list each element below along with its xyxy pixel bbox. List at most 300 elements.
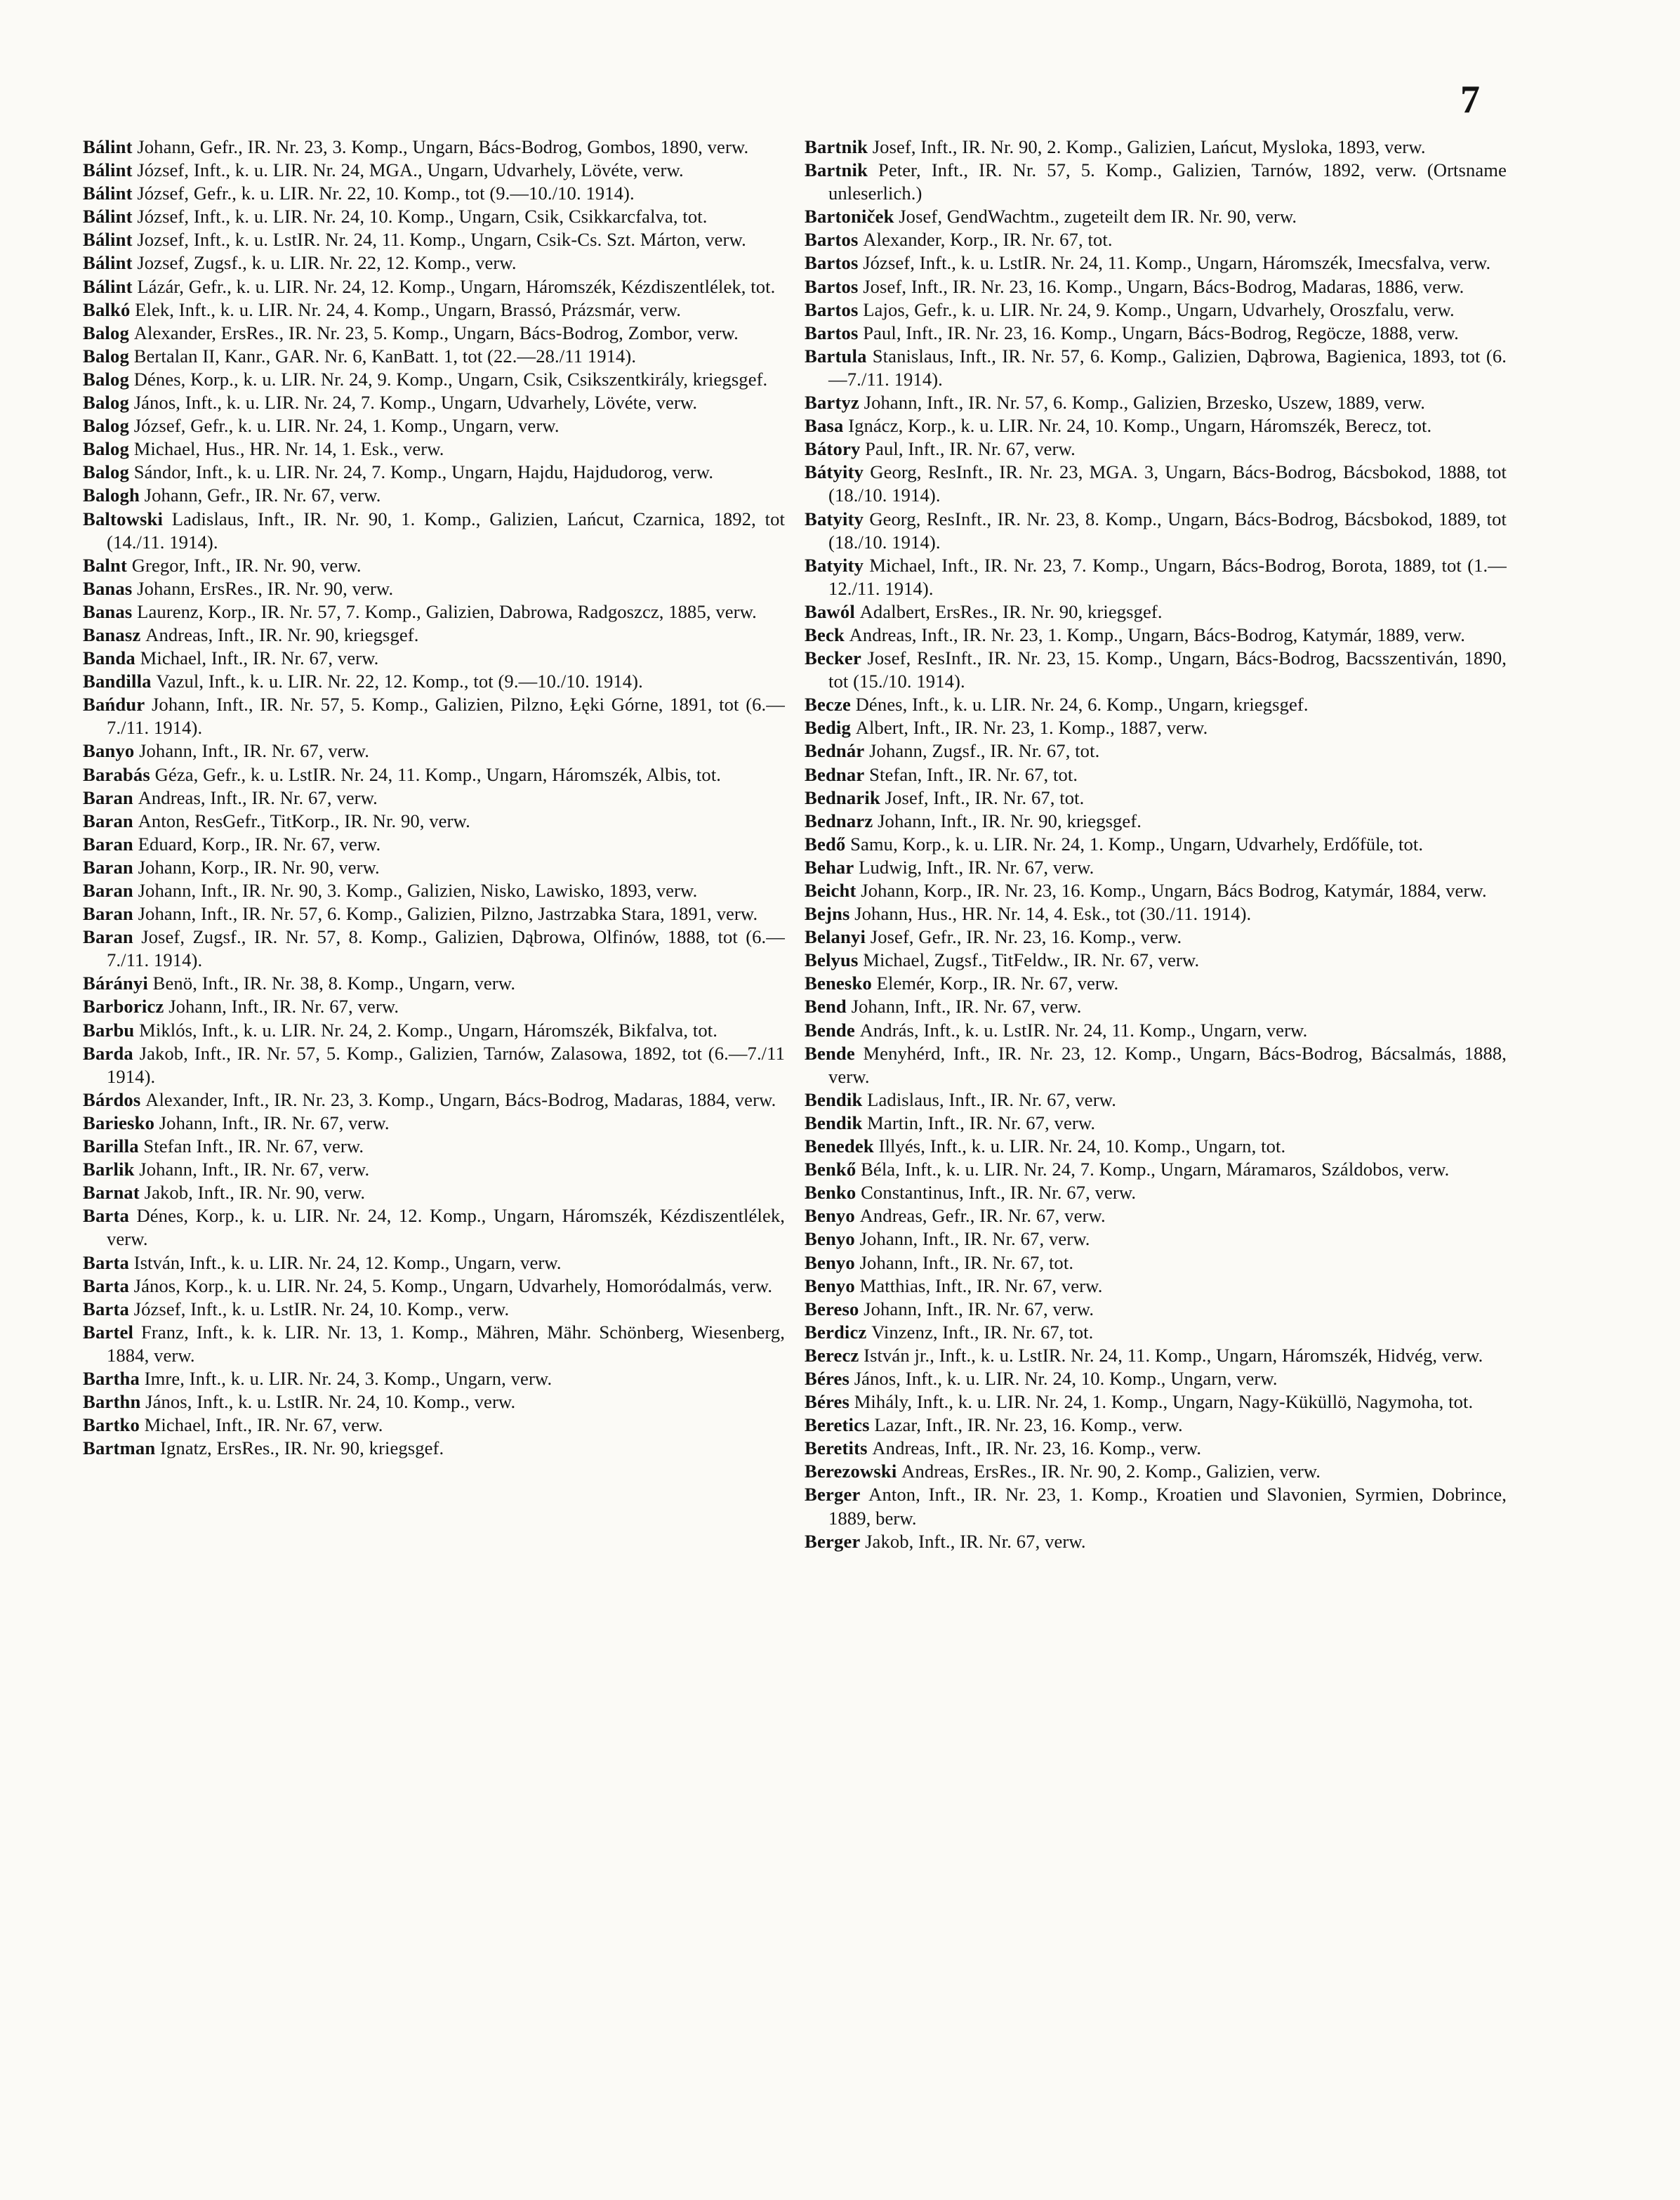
entry-details: Albert, Inft., IR. Nr. 23, 1. Komp., 1887, verw. <box>855 717 1208 739</box>
entry-details: József, Inft., k. u. LIR. Nr. 24, MGA., Ungarn, Udvarhely, Lövéte, verw. <box>137 159 684 181</box>
left-column <box>83 136 785 1460</box>
register-entry <box>83 1181 785 1204</box>
register-entry <box>83 972 785 995</box>
entry-details: Josef, GendWachtm., zugeteilt dem IR. Nr. 90, verw. <box>899 206 1297 228</box>
entry-details: Gregor, Inft., IR. Nr. 90, verw. <box>131 554 362 576</box>
entry-details: Anton, ResGefr., TitKorp., IR. Nr. 90, verw. <box>138 810 470 831</box>
entry-details: Andreas, ErsRes., IR. Nr. 90, 2. Komp., Galizien, verw. <box>901 1461 1321 1482</box>
register-entry <box>805 508 1507 554</box>
entry-details: Johann, Korp., IR. Nr. 23, 16. Komp., Ungarn, Bács Bodrog, Katymár, 1884, verw. <box>861 880 1487 901</box>
register-entry <box>805 624 1507 647</box>
entry-surname: Barthn <box>83 1391 141 1413</box>
register-entry <box>805 739 1507 763</box>
entry-surname: Balnt <box>83 554 128 576</box>
entry-details: Lazar, Inft., IR. Nr. 23, 16. Komp., verw. <box>874 1414 1183 1436</box>
entry-surname: Balogh <box>83 485 140 506</box>
entry-details: Johann, Inft., IR. Nr. 67, tot. <box>859 1251 1074 1273</box>
register-entry <box>83 1251 785 1274</box>
entry-surname: Benyo <box>805 1274 855 1296</box>
register-entry <box>805 205 1507 228</box>
register-entry <box>805 554 1507 600</box>
entry-details: Jozsef, Inft., k. u. LstIR. Nr. 24, 11. Komp., Ungarn, Csik-Cs. Szt. Márton, verw. <box>137 229 746 251</box>
entry-surname: Bandilla <box>83 671 152 692</box>
register-entry <box>805 1227 1507 1251</box>
register-entry <box>805 1367 1507 1390</box>
entry-surname: Benyo <box>805 1205 855 1227</box>
entry-details: Michael, Inft., IR. Nr. 67, verw. <box>140 647 379 669</box>
entry-details: Johann, Inft., IR. Nr. 90, kriegsgef. <box>878 810 1142 831</box>
entry-details: Johann, Inft., IR. Nr. 67, verw. <box>859 1228 1090 1250</box>
register-entry <box>83 856 785 879</box>
entry-details: Josef, ResInft., IR. Nr. 23, 15. Komp., Ungarn, Bács-Bodrog, Bacsszentiván, 1890, tot (15./10. 1914). <box>828 647 1507 692</box>
register-entry <box>83 1414 785 1437</box>
register-entry <box>83 647 785 670</box>
entry-details: Elemér, Korp., IR. Nr. 67, verw. <box>876 973 1119 994</box>
entry-surname: Bartoniček <box>805 206 894 228</box>
entry-surname: Baran <box>83 856 133 878</box>
entry-details: József, Inft., k. u. LstIR. Nr. 24, 11. Komp., Ungarn, Háromszék, Imecsfalva, verw. <box>863 252 1491 274</box>
register-entry <box>805 1390 1507 1414</box>
entry-surname: Bednár <box>805 740 865 762</box>
entry-details: Andreas, Gefr., IR. Nr. 67, verw. <box>859 1205 1106 1227</box>
entry-surname: Benkő <box>805 1159 856 1180</box>
entry-surname: Bárdos <box>83 1088 141 1110</box>
entry-surname: Bartel <box>83 1321 134 1343</box>
register-entry <box>83 461 785 484</box>
register-entry <box>83 1367 785 1390</box>
entry-details: Alexander, ErsRes., IR. Nr. 23, 5. Komp., Ungarn, Bács-Bodrog, Zombor, verw. <box>133 322 739 343</box>
register-entry <box>805 1088 1507 1112</box>
entry-surname: Bartula <box>805 345 867 367</box>
entry-details: János, Inft., k. u. LstIR. Nr. 24, 10. Komp., verw. <box>145 1391 516 1413</box>
entry-surname: Bartko <box>83 1414 140 1436</box>
entry-surname: Bátory <box>805 438 861 460</box>
entry-details: Johann, Inft., IR. Nr. 67, verw. <box>851 996 1082 1017</box>
register-entry <box>83 995 785 1018</box>
register-entry <box>83 345 785 368</box>
entry-surname: Behar <box>805 856 854 878</box>
entry-surname: Bawól <box>805 600 855 622</box>
entry-details: Andreas, Inft., IR. Nr. 90, kriegsgef. <box>145 624 419 645</box>
entry-details: Andreas, Inft., IR. Nr. 23, 1. Komp., Ungarn, Bács-Bodrog, Katymár, 1889, verw. <box>849 624 1465 645</box>
entry-surname: Bańdur <box>83 694 145 716</box>
entry-details: Johann, Gefr., IR. Nr. 23, 3. Komp., Ungarn, Bács-Bodrog, Gombos, 1890, verw. <box>137 136 749 157</box>
register-entry <box>805 810 1507 833</box>
entry-surname: Bartos <box>805 229 859 251</box>
register-entry <box>805 228 1507 251</box>
register-entry <box>83 368 785 391</box>
entry-surname: Barboricz <box>83 996 164 1017</box>
entry-details: Anton, Inft., IR. Nr. 23, 1. Komp., Kroatien und Slavonien, Syrmien, Dobrince, 1889, berw. <box>828 1484 1507 1529</box>
entry-details: Johann, ErsRes., IR. Nr. 90, verw. <box>137 577 394 599</box>
register-entry <box>805 1530 1507 1553</box>
entry-details: Jakob, Inft., IR. Nr. 90, verw. <box>144 1182 366 1204</box>
entry-surname: Baran <box>83 926 133 948</box>
register-entry <box>83 298 785 322</box>
register-entry <box>83 1112 785 1135</box>
entry-surname: Banas <box>83 600 133 622</box>
register-entry <box>83 786 785 810</box>
register-entry <box>83 391 785 414</box>
entry-surname: Batyity <box>805 554 864 576</box>
entry-surname: Barta <box>83 1274 129 1296</box>
register-entry <box>805 251 1507 275</box>
entry-details: Laurenz, Korp., IR. Nr. 57, 7. Komp., Galizien, Dabrowa, Radgoszcz, 1885, verw. <box>137 600 757 622</box>
register-entry <box>805 437 1507 461</box>
register-entry <box>805 600 1507 624</box>
register-entry <box>83 205 785 228</box>
register-entry <box>83 577 785 600</box>
entry-details: Stefan Inft., IR. Nr. 67, verw. <box>143 1135 364 1157</box>
entry-surname: Berger <box>805 1484 861 1506</box>
entry-details: Georg, ResInft., IR. Nr. 23, 8. Komp., Ungarn, Bács-Bodrog, Bácsbokod, 1889, tot (18./10. 1914). <box>828 508 1507 553</box>
register-entry <box>805 159 1507 205</box>
register-entry <box>805 1483 1507 1529</box>
entry-details: Eduard, Korp., IR. Nr. 67, verw. <box>138 833 381 855</box>
entry-details: András, Inft., k. u. LstIR. Nr. 24, 11. Komp., Ungarn, verw. <box>859 1019 1308 1041</box>
register-entry <box>83 251 785 275</box>
register-entry <box>83 322 785 345</box>
register-entry <box>805 1204 1507 1227</box>
entry-surname: Bartyz <box>805 392 859 414</box>
entry-surname: Bálint <box>83 275 133 297</box>
entry-details: Martin, Inft., IR. Nr. 67, verw. <box>867 1112 1096 1133</box>
register-entry <box>83 1298 785 1321</box>
entry-surname: Bende <box>805 1019 855 1041</box>
register-entry <box>805 1112 1507 1135</box>
entry-surname: Balog <box>83 322 130 343</box>
register-entry <box>805 1181 1507 1204</box>
register-entry <box>83 484 785 507</box>
entry-details: Jozsef, Zugsf., k. u. LIR. Nr. 22, 12. Komp., verw. <box>137 252 517 274</box>
entry-surname: Bende <box>805 1042 855 1064</box>
register-entry <box>83 879 785 902</box>
entry-surname: Bálint <box>83 183 133 204</box>
entry-surname: Banas <box>83 577 133 599</box>
entry-details: Georg, ResInft., IR. Nr. 23, MGA. 3, Ungarn, Bács-Bodrog, Bácsbokod, 1888, tot (18./10. 1914). <box>828 461 1507 506</box>
register-entry <box>805 856 1507 879</box>
entry-details: József, Inft., k. u. LIR. Nr. 24, 10. Komp., Ungarn, Csik, Csikkarcfalva, tot. <box>137 206 708 228</box>
register-entry <box>83 136 785 159</box>
entry-surname: Bartman <box>83 1437 156 1459</box>
entry-details: Peter, Inft., IR. Nr. 57, 5. Komp., Galizien, Tarnów, 1892, verw. (Ortsname unleserlich.) <box>828 159 1507 204</box>
entry-details: Adalbert, ErsRes., IR. Nr. 90, kriegsgef. <box>859 600 1163 622</box>
entry-surname: Baran <box>83 833 133 855</box>
register-entry <box>83 600 785 624</box>
register-entry <box>805 275 1507 298</box>
entry-details: Paul, Inft., IR. Nr. 23, 16. Komp., Ungarn, Bács-Bodrog, Regöcze, 1888, verw. <box>863 322 1459 343</box>
entry-surname: Bálint <box>83 206 133 228</box>
entry-surname: Beck <box>805 624 845 645</box>
entry-surname: Baran <box>83 810 133 831</box>
register-entry <box>83 1088 785 1112</box>
entry-surname: Bátyity <box>805 461 864 483</box>
entry-surname: Balog <box>83 415 130 437</box>
register-entry <box>805 1321 1507 1344</box>
entry-surname: Barilla <box>83 1135 139 1157</box>
entry-surname: Bedő <box>805 833 846 855</box>
register-entry <box>83 414 785 437</box>
register-entry <box>83 926 785 972</box>
register-entry <box>805 879 1507 902</box>
register-entry <box>805 461 1507 507</box>
entry-surname: Bartha <box>83 1367 140 1389</box>
register-entry <box>805 1298 1507 1321</box>
entry-surname: Bartos <box>805 322 859 343</box>
entry-details: Josef, Inft., IR. Nr. 90, 2. Komp., Galizien, Lańcut, Mysloka, 1893, verw. <box>872 136 1426 157</box>
register-entry <box>83 902 785 926</box>
entry-surname: Bejns <box>805 903 850 925</box>
entry-surname: Barlik <box>83 1159 135 1180</box>
entry-details: Ludwig, Inft., IR. Nr. 67, verw. <box>859 856 1094 878</box>
entry-surname: Berecz <box>805 1344 859 1366</box>
register-entry <box>83 763 785 786</box>
entry-details: Michael, Hus., HR. Nr. 14, 1. Esk., verw. <box>133 438 444 460</box>
register-entry <box>805 1460 1507 1483</box>
entry-surname: Benesko <box>805 973 872 994</box>
entry-surname: Beicht <box>805 880 856 901</box>
entry-details: Johann, Inft., IR. Nr. 67, verw. <box>864 1298 1094 1319</box>
entry-surname: Baltowski <box>83 508 164 529</box>
entry-surname: Barta <box>83 1298 129 1319</box>
register-entry <box>83 810 785 833</box>
register-entry <box>83 1158 785 1181</box>
entry-details: Paul, Inft., IR. Nr. 67, verw. <box>865 438 1076 460</box>
register-entry <box>805 833 1507 856</box>
entry-details: Michael, Inft., IR. Nr. 67, verw. <box>144 1414 383 1436</box>
register-entry <box>805 926 1507 949</box>
entry-surname: Bedig <box>805 717 852 739</box>
entry-surname: Barbu <box>83 1019 135 1041</box>
entry-details: Josef, Inft., IR. Nr. 67, tot. <box>885 786 1085 808</box>
entry-details: Elek, Inft., k. u. LIR. Nr. 24, 4. Komp., Ungarn, Brassó, Prázsmár, verw. <box>135 298 681 320</box>
register-entry <box>805 1135 1507 1158</box>
entry-details: József, Inft., k. u. LstIR. Nr. 24, 10. Komp., verw. <box>133 1298 510 1319</box>
entry-details: Andreas, Inft., IR. Nr. 23, 16. Komp., verw. <box>872 1437 1202 1459</box>
register-entry <box>805 972 1507 995</box>
register-entry <box>805 1158 1507 1181</box>
entry-details: István, Inft., k. u. LIR. Nr. 24, 12. Komp., Ungarn, verw. <box>133 1251 562 1273</box>
register-entry <box>805 1251 1507 1274</box>
entry-surname: Barta <box>83 1205 129 1227</box>
register-entry <box>805 902 1507 926</box>
entry-surname: Béres <box>805 1391 850 1413</box>
register-entry <box>83 833 785 856</box>
entry-surname: Bednar <box>805 763 865 785</box>
register-entry <box>83 182 785 205</box>
entry-details: Mihály, Inft., k. u. LIR. Nr. 24, 1. Komp., Ungarn, Nagy-Küküllö, Nagymoha, tot. <box>854 1391 1474 1413</box>
register-entry <box>83 554 785 577</box>
entry-details: Michael, Zugsf., TitFeldw., IR. Nr. 67, verw. <box>863 949 1200 971</box>
entry-details: Johann, Gefr., IR. Nr. 67, verw. <box>144 485 381 506</box>
entry-details: Dénes, Inft., k. u. LIR. Nr. 24, 6. Komp., Ungarn, kriegsgef. <box>855 694 1309 716</box>
register-entry <box>805 647 1507 693</box>
entry-surname: Baran <box>83 786 133 808</box>
register-entry <box>83 670 785 693</box>
entry-details: Miklós, Inft., k. u. LIR. Nr. 24, 2. Komp., Ungarn, Háromszék, Bikfalva, tot. <box>139 1019 717 1041</box>
entry-details: Johann, Korp., IR. Nr. 90, verw. <box>138 856 380 878</box>
register-entry <box>805 136 1507 159</box>
entry-surname: Benko <box>805 1182 856 1204</box>
entry-surname: Beretics <box>805 1414 870 1436</box>
entry-details: Johann, Inft., IR. Nr. 67, verw. <box>159 1112 390 1133</box>
entry-details: Andreas, Inft., IR. Nr. 67, verw. <box>138 786 378 808</box>
register-entry <box>805 298 1507 322</box>
entry-details: Johann, Inft., IR. Nr. 67, verw. <box>139 1159 370 1180</box>
entry-details: Imre, Inft., k. u. LIR. Nr. 24, 3. Komp., Ungarn, verw. <box>144 1367 553 1389</box>
entry-surname: Belyus <box>805 949 859 971</box>
register-entry <box>805 1437 1507 1460</box>
entry-details: Benö, Inft., IR. Nr. 38, 8. Komp., Ungarn, verw. <box>152 973 516 994</box>
entry-details: Ignácz, Korp., k. u. LIR. Nr. 24, 10. Komp., Ungarn, Háromszék, Berecz, tot. <box>848 415 1432 437</box>
entry-surname: Berdicz <box>805 1321 867 1343</box>
entry-details: Johann, Zugsf., IR. Nr. 67, tot. <box>869 740 1100 762</box>
entry-details: Ladislaus, Inft., IR. Nr. 90, 1. Komp., Galizien, Lańcut, Czarnica, 1892, tot (14./11. 1914). <box>107 508 785 553</box>
entry-details: Lázár, Gefr., k. u. LIR. Nr. 24, 12. Komp., Ungarn, Háromszék, Kézdiszentlélek, tot. <box>137 275 776 297</box>
register-entry <box>83 1135 785 1158</box>
register-entry <box>83 1042 785 1088</box>
register-entry <box>83 1321 785 1367</box>
entry-surname: Barta <box>83 1251 129 1273</box>
entry-surname: Bendik <box>805 1088 863 1110</box>
entry-details: Matthias, Inft., IR. Nr. 67, verw. <box>859 1274 1103 1296</box>
entry-details: Johann, Inft., IR. Nr. 90, 3. Komp., Galizien, Nisko, Lawisko, 1893, verw. <box>138 880 698 901</box>
entry-details: Johann, Inft., IR. Nr. 57, 5. Komp., Galizien, Pilzno, Łęki Górne, 1891, tot (6.—7./11. 1914). <box>107 694 785 739</box>
entry-surname: Batyity <box>805 508 864 529</box>
entry-details: Josef, Inft., IR. Nr. 23, 16. Komp., Ungarn, Bács-Bodrog, Madaras, 1886, verw. <box>863 275 1464 297</box>
entry-surname: Balog <box>83 368 130 390</box>
entry-details: János, Inft., k. u. LIR. Nr. 24, 7. Komp., Ungarn, Udvarhely, Lövéte, verw. <box>133 392 698 414</box>
entry-surname: Bednarik <box>805 786 881 808</box>
register-entry <box>805 716 1507 739</box>
entry-surname: Banda <box>83 647 135 669</box>
page-number: 7 <box>1460 78 1480 121</box>
register-entry <box>805 1042 1507 1088</box>
entry-details: István jr., Inft., k. u. LstIR. Nr. 24, 11. Komp., Ungarn, Háromszék, Hidvég, verw. <box>864 1344 1483 1366</box>
entry-details: Franz, Inft., k. k. LIR. Nr. 13, 1. Komp., Mähren, Mähr. Schönberg, Wiesenberg, 1884, verw. <box>107 1321 785 1366</box>
register-entry <box>83 1390 785 1414</box>
entry-surname: Bartos <box>805 298 859 320</box>
register-entry <box>83 437 785 461</box>
entry-surname: Bálint <box>83 229 133 251</box>
entry-surname: Balkó <box>83 298 131 320</box>
entry-details: Johann, Inft., IR. Nr. 67, verw. <box>168 996 399 1017</box>
entry-surname: Becze <box>805 694 851 716</box>
entry-details: Sándor, Inft., k. u. LIR. Nr. 24, 7. Komp., Ungarn, Hajdu, Hajdudorog, verw. <box>133 461 714 483</box>
entry-surname: Banasz <box>83 624 141 645</box>
register-entry <box>83 275 785 298</box>
entry-details: Ladislaus, Inft., IR. Nr. 67, verw. <box>867 1088 1116 1110</box>
register-entry <box>805 1274 1507 1298</box>
entry-surname: Benyo <box>805 1228 855 1250</box>
entry-surname: Bartnik <box>805 159 868 181</box>
entry-surname: Becker <box>805 647 861 669</box>
entry-surname: Benedek <box>805 1135 874 1157</box>
entry-details: Johann, Inft., IR. Nr. 67, verw. <box>139 740 370 762</box>
register-entry <box>83 739 785 763</box>
register-entry <box>805 1019 1507 1042</box>
entry-details: Constantinus, Inft., IR. Nr. 67, verw. <box>861 1182 1137 1204</box>
entry-details: Jakob, Inft., IR. Nr. 67, verw. <box>865 1530 1086 1552</box>
entry-details: Alexander, Inft., IR. Nr. 23, 3. Komp., Ungarn, Bács-Bodrog, Madaras, 1884, verw. <box>145 1088 776 1110</box>
register-entry <box>83 508 785 554</box>
register-entry <box>805 322 1507 345</box>
entry-surname: Balog <box>83 392 130 414</box>
entry-surname: Baran <box>83 903 133 925</box>
entry-details: Géza, Gefr., k. u. LstIR. Nr. 24, 11. Komp., Ungarn, Háromszék, Albis, tot. <box>154 763 722 785</box>
entry-details: Stefan, Inft., IR. Nr. 67, tot. <box>869 763 1078 785</box>
register-entry <box>83 1204 785 1251</box>
entry-details: József, Gefr., k. u. LIR. Nr. 24, 1. Komp., Ungarn, verw. <box>133 415 560 437</box>
entry-details: József, Gefr., k. u. LIR. Nr. 22, 10. Komp., tot (9.—10./10. 1914). <box>137 183 635 204</box>
register-entry <box>805 786 1507 810</box>
register-entry <box>805 995 1507 1018</box>
entry-details: Stanislaus, Inft., IR. Nr. 57, 6. Komp., Galizien, Dąbrowa, Bagienica, 1893, tot (6.—7./11. 1914). <box>828 345 1507 390</box>
entry-details: Johann, Inft., IR. Nr. 57, 6. Komp., Galizien, Brzesko, Uszew, 1889, verw. <box>864 392 1426 414</box>
entry-surname: Béres <box>805 1367 850 1389</box>
entry-surname: Basa <box>805 415 844 437</box>
entry-surname: Barnat <box>83 1182 140 1204</box>
entry-details: Ignatz, ErsRes., IR. Nr. 90, kriegsgef. <box>160 1437 444 1459</box>
register-entry <box>805 345 1507 391</box>
entry-surname: Bartnik <box>805 136 868 157</box>
register-entry <box>83 159 785 182</box>
register-entry <box>83 693 785 739</box>
entry-surname: Beretits <box>805 1437 868 1459</box>
entry-details: Vinzenz, Inft., IR. Nr. 67, tot. <box>871 1321 1094 1343</box>
right-column <box>805 136 1507 1553</box>
entry-details: Menyhérd, Inft., IR. Nr. 23, 12. Komp., Ungarn, Bács-Bodrog, Bácsalmás, 1888, verw. <box>828 1042 1507 1087</box>
entry-surname: Belanyi <box>805 926 866 948</box>
entry-surname: Balog <box>83 438 130 460</box>
entry-details: Vazul, Inft., k. u. LIR. Nr. 22, 12. Komp., tot (9.—10./10. 1914). <box>156 671 643 692</box>
register-entry <box>805 414 1507 437</box>
entry-details: Lajos, Gefr., k. u. LIR. Nr. 24, 9. Komp., Ungarn, Udvarhely, Oroszfalu, verw. <box>863 298 1455 320</box>
entry-details: János, Inft., k. u. LIR. Nr. 24, 10. Komp., Ungarn, verw. <box>854 1367 1278 1389</box>
entry-details: Johann, Hus., HR. Nr. 14, 4. Esk., tot (30./11. 1914). <box>854 903 1252 925</box>
entry-surname: Bárányi <box>83 973 149 994</box>
entry-surname: Bednarz <box>805 810 873 831</box>
entry-surname: Benyo <box>805 1251 855 1273</box>
register-entry <box>805 693 1507 716</box>
register-entry <box>805 1414 1507 1437</box>
entry-surname: Bálint <box>83 159 133 181</box>
entry-surname: Bend <box>805 996 847 1017</box>
entry-surname: Balog <box>83 345 130 367</box>
entry-surname: Banyo <box>83 740 135 762</box>
entry-details: Alexander, Korp., IR. Nr. 67, tot. <box>863 229 1113 251</box>
entry-surname: Bariesko <box>83 1112 155 1133</box>
entry-surname: Bereso <box>805 1298 859 1319</box>
entry-surname: Barda <box>83 1042 133 1064</box>
entry-details: Illyés, Inft., k. u. LIR. Nr. 24, 10. Komp., Ungarn, tot. <box>878 1135 1286 1157</box>
entry-surname: Bartos <box>805 275 859 297</box>
entry-surname: Berezowski <box>805 1461 897 1482</box>
entry-surname: Barabás <box>83 763 150 785</box>
register-entry <box>83 1019 785 1042</box>
entry-surname: Bálint <box>83 136 133 157</box>
entry-details: Dénes, Korp., k. u. LIR. Nr. 24, 12. Komp., Ungarn, Háromszék, Kézdiszentlélek, verw. <box>107 1205 785 1250</box>
register-entry <box>805 1344 1507 1367</box>
register-entry <box>805 949 1507 972</box>
entry-details: Josef, Gefr., IR. Nr. 23, 16. Komp., verw. <box>870 926 1182 948</box>
entry-surname: Bálint <box>83 252 133 274</box>
entry-details: Samu, Korp., k. u. LIR. Nr. 24, 1. Komp., Ungarn, Udvarhely, Erdőfüle, tot. <box>850 833 1424 855</box>
register-entry <box>83 624 785 647</box>
register-entry <box>83 1274 785 1298</box>
entry-surname: Bendik <box>805 1112 863 1133</box>
register-entry <box>83 1437 785 1460</box>
